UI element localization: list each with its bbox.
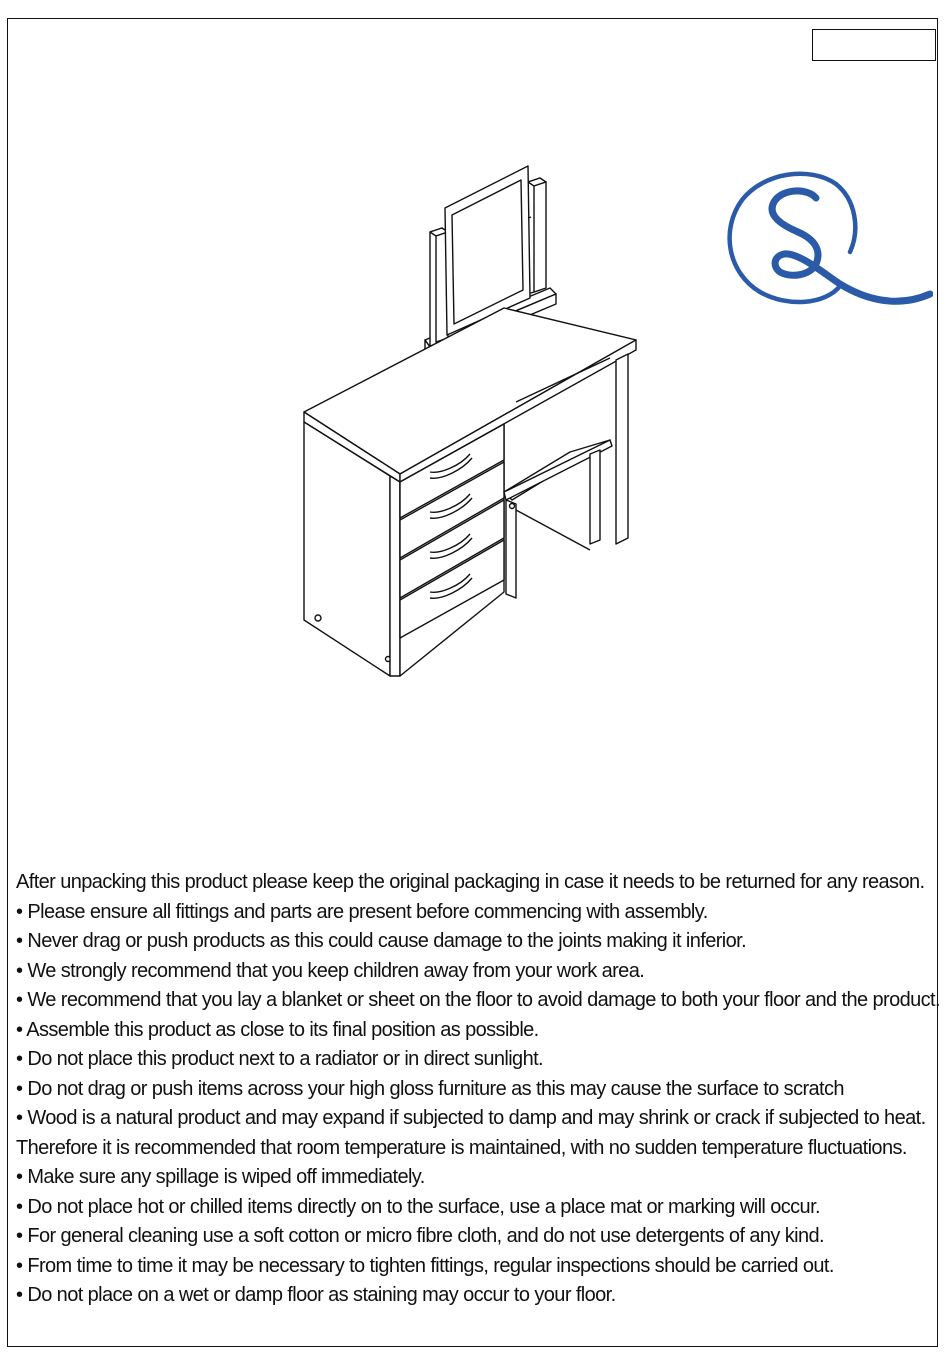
dressing-table-illustration-icon [290,160,650,685]
instruction-line: • Do not drag or push items across your high gloss furniture as this may cause the surface to scratch [16,1077,844,1100]
instruction-line: • From time to time it may be necessary to tighten fittings, regular inspections should be carried out. [16,1254,834,1277]
instruction-line: • Do not place on a wet or damp floor as staining may occur to your floor. [16,1284,616,1306]
instruction-line: • Never drag or push products as this could cause damage to the joints making it inferior. [16,930,747,952]
instruction-line: • We strongly recommend that you keep children away from your work area. [16,959,645,982]
instruction-line: • Do not place this product next to a radiator or in direct sunlight. [16,1048,544,1070]
instruction-line: • We recommend that you lay a blanket or sheet on the floor to avoid damage to both your floor and the product. [16,989,940,1011]
instruction-line: • Do not place hot or chilled items directly on to the surface, use a place mat or marking will occur. [16,1195,820,1218]
instruction-line: Therefore it is recommended that room temperature is maintained, with no sudden temperature fluctuations. [16,1136,907,1159]
instruction-line: • Wood is a natural product and may expand if subjected to damp and may shrink or crack if subjected to heat. [16,1107,926,1129]
sq-logo-icon [718,168,933,313]
product-code-box [812,29,936,61]
instruction-line: • For general cleaning use a soft cotton or micro fibre cloth, and do not use detergents of any kind. [16,1225,825,1247]
instruction-line: • Make sure any spillage is wiped off immediately. [16,1166,425,1188]
instruction-line: • Assemble this product as close to its final position as possible. [16,1018,539,1041]
instruction-line: • Please ensure all fittings and parts are present before commencing with assembly. [16,900,708,923]
care-instructions [16,868,941,1311]
instruction-line: After unpacking this product please keep the original packaging in case it needs to be returned for any reason. [16,871,925,893]
